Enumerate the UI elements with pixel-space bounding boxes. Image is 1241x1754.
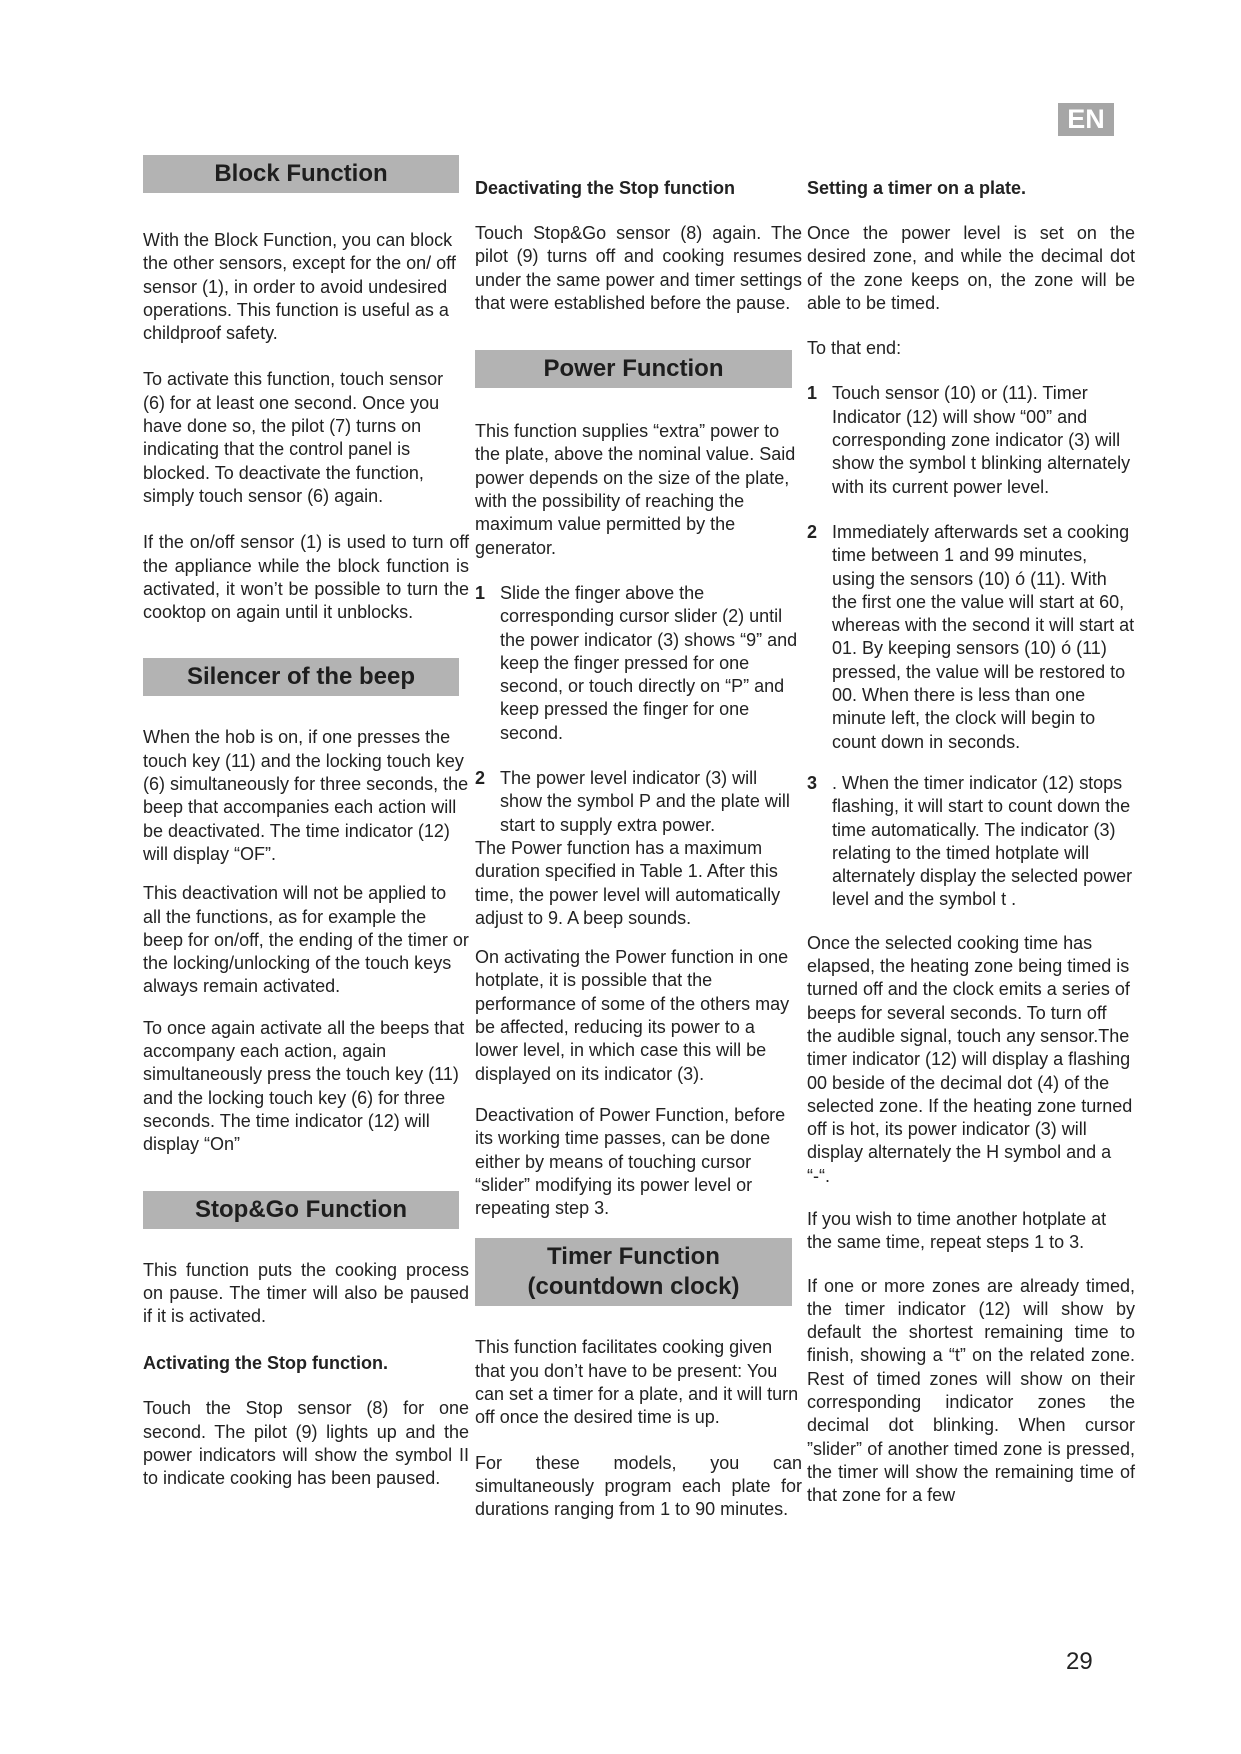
- power-step-2-number: 2: [475, 768, 486, 789]
- column-2: [475, 155, 802, 1521]
- timer-step-2-text: Immediately afterwards set a cooking time between 1 and 99 minutes, using the sensors (10) ó (11). With the first one the value will start at 60, whereas with the second it will start at 01. By keeping sensors (10) ó (11) pressed, the value will be restored to 00. When there is less than one minute left, the clock will begin to count down in seconds.: [832, 521, 1135, 752]
- power-step-1: [475, 582, 802, 745]
- deactivating-stop-paragraph: Touch Stop&Go sensor (8) again. The pilot (9) turns off and cooking resumes under the same power and timer settings that were established before the pause.: [475, 223, 802, 313]
- column-1: [143, 155, 469, 1491]
- language-badge: EN: [1058, 103, 1114, 136]
- timer-step-1-text: Touch sensor (10) or (11). Timer Indicator (12) will show “00” and corresponding zone indicator (3) will show the symbol t blinking alternately with its current power level.: [832, 383, 1131, 497]
- timer-title-line-2: (countdown clock): [527, 1273, 740, 1301]
- setting-paragraph-2: To that end:: [807, 338, 902, 359]
- activating-stop-subheading: Activating the Stop function.: [143, 1353, 388, 1374]
- timer-paragraph-2: For these models, you can simultaneously program each plate for durations ranging from 1 to 90 minutes.: [475, 1452, 802, 1520]
- timer-paragraph-4: If you wish to time another hotplate at the same time, repeat steps 1 to 3.: [807, 1208, 1107, 1253]
- silencer-paragraph-3: To once again activate all the beeps that accompany each action, again simultaneously press the touch key (11) and the locking touch key (6) for three seconds. The time indicator (12) will display “On”: [143, 1017, 465, 1155]
- timer-title-line-1: Timer Function: [547, 1243, 720, 1271]
- power-step-1-number: 1: [475, 582, 486, 603]
- power-step-2: [475, 767, 802, 837]
- section-header-block-function: Block Function: [143, 155, 459, 193]
- timer-step-3-text: . When the timer indicator (12) stops flashing, it will start to count down the time automatically. The indicator (3) relating to the timed hotplate will alternately display the selected power level and the symbol t .: [832, 772, 1133, 910]
- block-paragraph-2: To activate this function, touch sensor (6) for at least one second. Once you have done so, the pilot (7) turns on indicating that the control panel is blocked. To deactivate the function, simply touch sensor (6) again.: [143, 369, 444, 506]
- setting-paragraph-1: Once the power level is set on the desired zone, and while the decimal dot of the zone keeps on, the zone will be able to be timed.: [807, 223, 1135, 313]
- silencer-paragraph-2: This deactivation will not be applied to all the functions, as for example the beep for on/off, the ending of the timer or the locking/unlocking of the touch keys always remain activated.: [143, 883, 469, 997]
- power-paragraph-3: On activating the Power function in one hotplate, it is possible that the performance of some of the others may be affected, reducing its power to a lower level, in which case this will be displayed on its indicator (3).: [475, 947, 790, 1084]
- power-paragraph-2: The Power function has a maximum duration specified in Table 1. After this time, the power level will automatically adjust to 9. A beep sounds.: [475, 837, 781, 928]
- deactivating-stop-subheading: Deactivating the Stop function: [475, 178, 736, 198]
- timer-step-3: [807, 772, 1135, 912]
- timer-paragraph-3: Once the selected cooking time has elapsed, the heating zone being timed is turned off and the clock emits a series of beeps for several seconds. To turn off the audible signal, touch any sensor.The timer indicator (12) will display a flashing 00 beside of the decimal dot (4) of the selected zone. If the heating zone turned off is hot, its power indicator (3) will display alternately the H symbol and a “-“.: [807, 932, 1133, 1186]
- column-3: [807, 155, 1135, 1508]
- page-number: 29: [1066, 1648, 1093, 1675]
- silencer-paragraph-1: When the hob is on, if one presses the touch key (11) and the locking touch key (6) simultaneously for three seconds, the beep that accompanies each action will be deactivated. The time indicator (12) will display “OF”.: [143, 727, 469, 864]
- power-paragraph-1: This function supplies “extra” power to the plate, above the nominal value. Said power depends on the size of the plate, with the possibility of reaching the maximum value permitted by the generator.: [475, 421, 796, 558]
- block-paragraph-1: With the Block Function, you can block the other sensors, except for the on/ off sensor (1), in order to avoid undesired operations. This function is useful as a childproof safety.: [143, 230, 456, 344]
- timer-step-2: [807, 521, 1135, 754]
- timer-paragraph-5: If one or more zones are already timed, the timer indicator (12) will show by default the shortest remaining time to finish, showing a “t” on the related zone. Rest of timed zones will show on their corresponding indicator zones the decimal dot blinking. When cursor ”slider” of another timed zone is pressed, the timer will show the remaining time of that zone for a few: [807, 1275, 1135, 1506]
- timer-step-2-number: 2: [807, 521, 818, 542]
- power-step-2-text: The power level indicator (3) will show the symbol P and the plate will start to supply extra power.: [500, 768, 790, 835]
- setting-timer-subheading: Setting a timer on a plate.: [807, 178, 1027, 198]
- timer-step-3-number: 3: [807, 772, 818, 793]
- section-header-timer-function: [475, 1238, 792, 1306]
- timer-paragraph-1: This function facilitates cooking given that you don’t have to be present: You can set a timer for a plate, and it will turn off once the desired time is up.: [475, 1337, 799, 1428]
- power-paragraph-4: Deactivation of Power Function, before its working time passes, can be done either by means of touching cursor “slider” modifying its power level or repeating step 3.: [475, 1104, 786, 1219]
- block-paragraph-3: If the on/off sensor (1) is used to turn off the appliance while the block function is activated, it won’t be possible to turn the cooktop on again until it unblocks.: [143, 532, 469, 623]
- stopgo-paragraph-1: This function puts the cooking process on pause. The timer will also be paused if it is activated.: [143, 1259, 469, 1327]
- section-header-stopgo: Stop&Go Function: [143, 1191, 459, 1229]
- section-header-power-function: Power Function: [475, 350, 792, 388]
- section-header-silencer: Silencer of the beep: [143, 658, 459, 696]
- timer-step-1: [807, 382, 1135, 498]
- timer-step-1-number: 1: [807, 383, 818, 404]
- power-step-1-text: Slide the finger above the corresponding cursor slider (2) until the power indicator (3) shows “9” and keep the finger pressed for one second, or touch directly on “P” and keep pressed the finger for one second.: [500, 582, 798, 743]
- activating-stop-paragraph: Touch the Stop sensor (8) for one second. The pilot (9) lights up and the power indicators will show the symbol II to indicate cooking has been paused.: [143, 1398, 469, 1489]
